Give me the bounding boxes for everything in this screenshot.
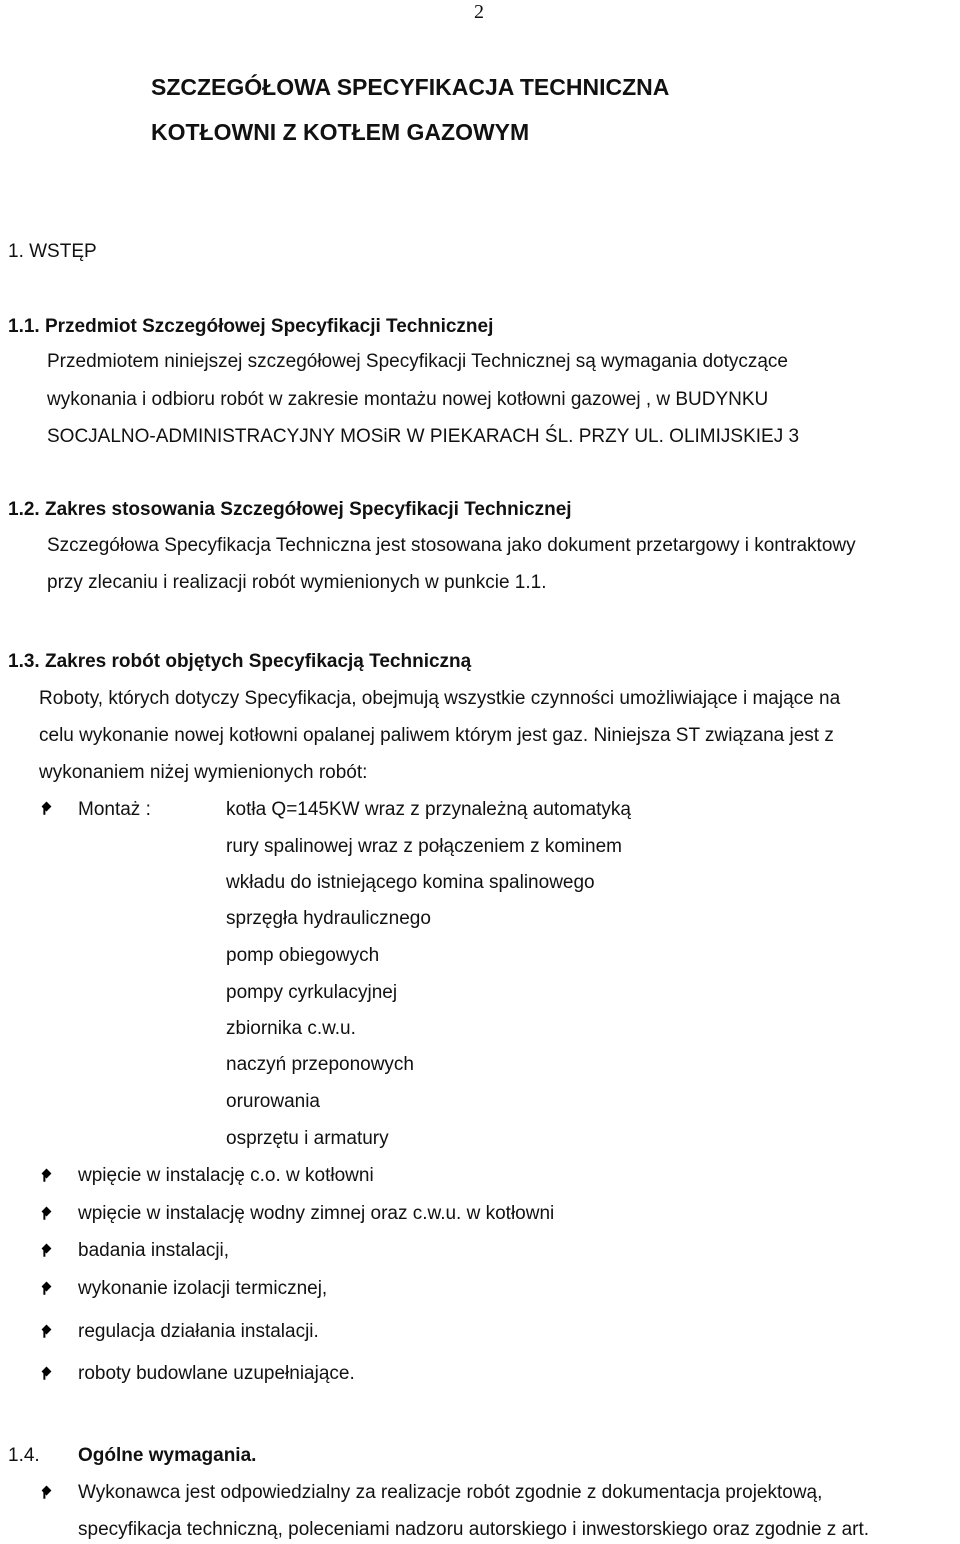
montaz-item: pomp obiegowych — [226, 945, 380, 966]
section-1-1-line: wykonania i odbioru robót w zakresie montażu nowej kotłowni gazowej , w BUDYNKU — [47, 389, 769, 410]
bullet-icon — [42, 1169, 52, 1179]
montaz-item: osprzętu i armatury — [226, 1128, 389, 1149]
montaz-item: pompy cyrkulacyjnej — [226, 982, 398, 1003]
montaz-item: naczyń przeponowych — [226, 1054, 414, 1075]
section-1-4-title: Ogólne wymagania. — [78, 1445, 257, 1466]
section-1-3-line: wykonaniem niżej wymienionych robót: — [39, 762, 368, 783]
section-1-3-heading: 1.3. Zakres robót objętych Specyfikacją Techniczną — [8, 651, 472, 672]
bullet-icon — [42, 1207, 52, 1217]
montaz-item: orurowania — [226, 1091, 320, 1112]
bullet-icon — [42, 802, 52, 812]
page-number: 2 — [474, 1, 484, 23]
bullet-item: wykonanie izolacji termicznej, — [78, 1278, 328, 1299]
document-title-line2: KOTŁOWNI Z KOTŁEM GAZOWYM — [151, 119, 530, 145]
section-1-2-line: przy zlecaniu i realizacji robót wymienionych w punkcie 1.1. — [47, 572, 547, 593]
montaz-item: sprzęgła hydraulicznego — [226, 908, 431, 929]
section-1-4-line: Wykonawca jest odpowiedzialny za realizacje robót zgodnie z dokumentacja projektową, — [78, 1482, 823, 1503]
montaz-label: Montaż : — [78, 799, 151, 820]
section-1-heading: 1. WSTĘP — [8, 241, 97, 262]
section-1-2-line: Szczegółowa Specyfikacja Techniczna jest stosowana jako dokument przetargowy i kontraktowy — [47, 535, 856, 556]
section-1-1-heading-text: 1.1. Przedmiot Szczegółowej Specyfikacji Technicznej — [8, 316, 494, 337]
section-1-1-line: Przedmiotem niniejszej szczegółowej Specyfikacji Technicznej są wymagania dotyczące — [47, 351, 788, 372]
bullet-item: regulacja działania instalacji. — [78, 1321, 319, 1342]
document-title-line1: SZCZEGÓŁOWA SPECYFIKACJA TECHNICZNA — [151, 74, 670, 100]
section-1-4-line: specyfikacja techniczną, poleceniami nadzoru autorskiego i inwestorskiego oraz zgodnie z art. — [78, 1519, 870, 1540]
section-1-4-number: 1.4. — [8, 1445, 40, 1466]
montaz-item: wkładu do istniejącego komina spalinowego — [226, 872, 595, 893]
bullet-icon — [42, 1282, 52, 1292]
bullet-icon — [42, 1325, 52, 1335]
bullet-icon — [42, 1367, 52, 1377]
montaz-item: zbiornika c.w.u. — [226, 1018, 356, 1039]
montaz-item: kotła Q=145KW wraz z przynależną automatyką — [226, 799, 631, 820]
section-1-2-heading: 1.2. Zakres stosowania Szczegółowej Specyfikacji Technicznej — [8, 499, 572, 520]
bullet-item: wpięcie w instalację wodny zimnej oraz c.w.u. w kotłowni — [78, 1203, 555, 1224]
bullet-item: roboty budowlane uzupełniające. — [78, 1363, 355, 1384]
section-1-1-line: SOCJALNO-ADMINISTRACYJNY MOSiR W PIEKARACH ŚL. PRZY UL. OLIMIJSKIEJ 3 — [47, 426, 800, 447]
bullet-icon — [42, 1486, 52, 1496]
section-1-3-line: celu wykonanie nowej kotłowni opalanej paliwem którym jest gaz. Niniejsza ST związana jest z — [39, 725, 834, 746]
montaz-item: rury spalinowej wraz z połączeniem z kominem — [226, 836, 622, 857]
bullet-icon — [42, 1244, 52, 1254]
bullet-item: wpięcie w instalację c.o. w kotłowni — [78, 1165, 374, 1186]
section-1-1-heading — [8, 317, 493, 336]
bullet-item: badania instalacji, — [78, 1240, 230, 1261]
section-1-3-line: Roboty, których dotyczy Specyfikacja, obejmują wszystkie czynności umożliwiające i mające na — [39, 688, 841, 709]
